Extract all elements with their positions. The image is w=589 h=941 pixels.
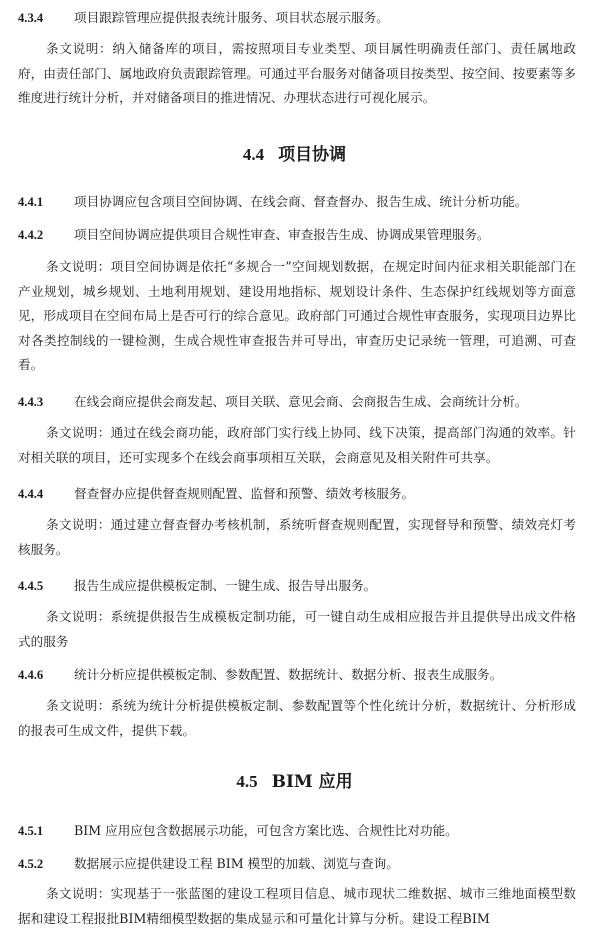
clause-text: 项目协调应包含项目空间协调、在线会商、督查督办、报告生成、统计分析功能。 [74,194,528,209]
clause-number: 4.5.2 [18,857,44,871]
clause-4-4-6 [18,666,577,684]
explanation-paragraph: 条文说明：系统提供报告生成模板定制功能，可一键自动生成相应报告并且提供导出成文件格式的服务 [18,609,576,649]
clause-4-4-5 [18,577,577,595]
section-title: 项目协调 [278,145,347,165]
explanation-paragraph: 条文说明：纳入储备库的项目，需按照项目专业类型、项目属性明确责任部门、责任属地政府，由责任部门、属地政府负责跟踪管理。可通过平台服务对储备项目按类型、按空间、按要素等多维度进行统计分析，并对储备项目的推进情况、办理状态进行可视化展示。 [18,41,576,105]
clause-text: 项目跟踪管理应提供报表统计服务、项目状态展示服务。 [74,10,389,25]
clause-4-5-2 [18,855,577,873]
section-heading-4-4 [0,144,589,166]
clause-4-4-4 [18,485,577,503]
clause-text: 项目空间协调应提供项目合规性审查、审查报告生成、协调成果管理服务。 [74,227,490,242]
section-number: 4.4 [242,145,265,164]
explanation-paragraph: 条文说明：通过建立督查督办考核机制，系统听督查规则配置，实现督导和预警、绩效亮灯考核服务。 [18,517,576,557]
clause-4-4-3 [18,393,577,411]
clause-number: 4.4.6 [18,668,44,682]
explanation-paragraph: 条文说明：项目空间协调是依托“多规合一”空间规划数据，在规定时间内征求相关职能部门在产业规划，城乡规划、土地利用规划、建设用地指标、规划设计条件、生态保护红线规划等方面意见，形成项目在空间布局上是否可行的综合意见。政府部门可通过合规性审查服务，实现项目边界比对各类控制线的一键检测，生成合规性审查报告并可导出，审查历史记录统一管理，可追溯、可查看。 [18,259,576,372]
clause-text: 统计分析应提供模板定制、参数配置、数据统计、数据分析、报表生成服务。 [74,667,503,682]
clause-number: 4.3.4 [18,11,44,25]
clause-text: 数据展示应提供建设工程 BIM 模型的加载、浏览与查询。 [74,856,399,871]
clause-text: 在线会商应提供会商发起、项目关联、意见会商、会商报告生成、会商统计分析。 [74,394,528,409]
clause-number: 4.5.1 [18,824,44,838]
clause-number: 4.4.1 [18,195,44,209]
section-title: BIM 应用 [271,772,353,792]
explanation-paragraph: 条文说明：实现基于一张蓝图的建设工程项目信息、城市现状二维数据、城市三维地面模型数据和建设工程报批BIM精细模型数据的集成显示和可量化计算与分析。建设工程BIM [18,886,576,926]
clause-4-4-1 [18,193,577,211]
clause-4-5-1 [18,822,577,840]
section-number: 4.5 [236,772,258,791]
clause-number: 4.4.5 [18,579,44,593]
clause-4-3-4 [18,9,577,27]
clause-number: 4.4.4 [18,487,44,501]
explanation-paragraph: 条文说明：通过在线会商功能，政府部门实行线上协同、线下决策，提高部门沟通的效率。针对相关联的项目，还可实现多个在线会商事项相互关联，会商意见及相关附件可共享。 [18,425,576,465]
explanation-paragraph: 条文说明：系统为统计分析提供模板定制、参数配置等个性化统计分析，数据统计、分析形成的报表可生成文件，提供下载。 [18,698,576,738]
clause-number: 4.4.3 [18,395,44,409]
section-heading-4-5 [0,771,589,793]
clause-text: 督查督办应提供督查规则配置、监督和预警、绩效考核服务。 [74,486,415,501]
clause-text: BIM 应用应包含数据展示功能，可包含方案比选、合规性比对功能。 [74,823,458,838]
clause-4-4-2 [18,226,577,244]
clause-number: 4.4.2 [18,228,44,242]
clause-text: 报告生成应提供模板定制、一键生成、报告导出服务。 [74,578,377,593]
